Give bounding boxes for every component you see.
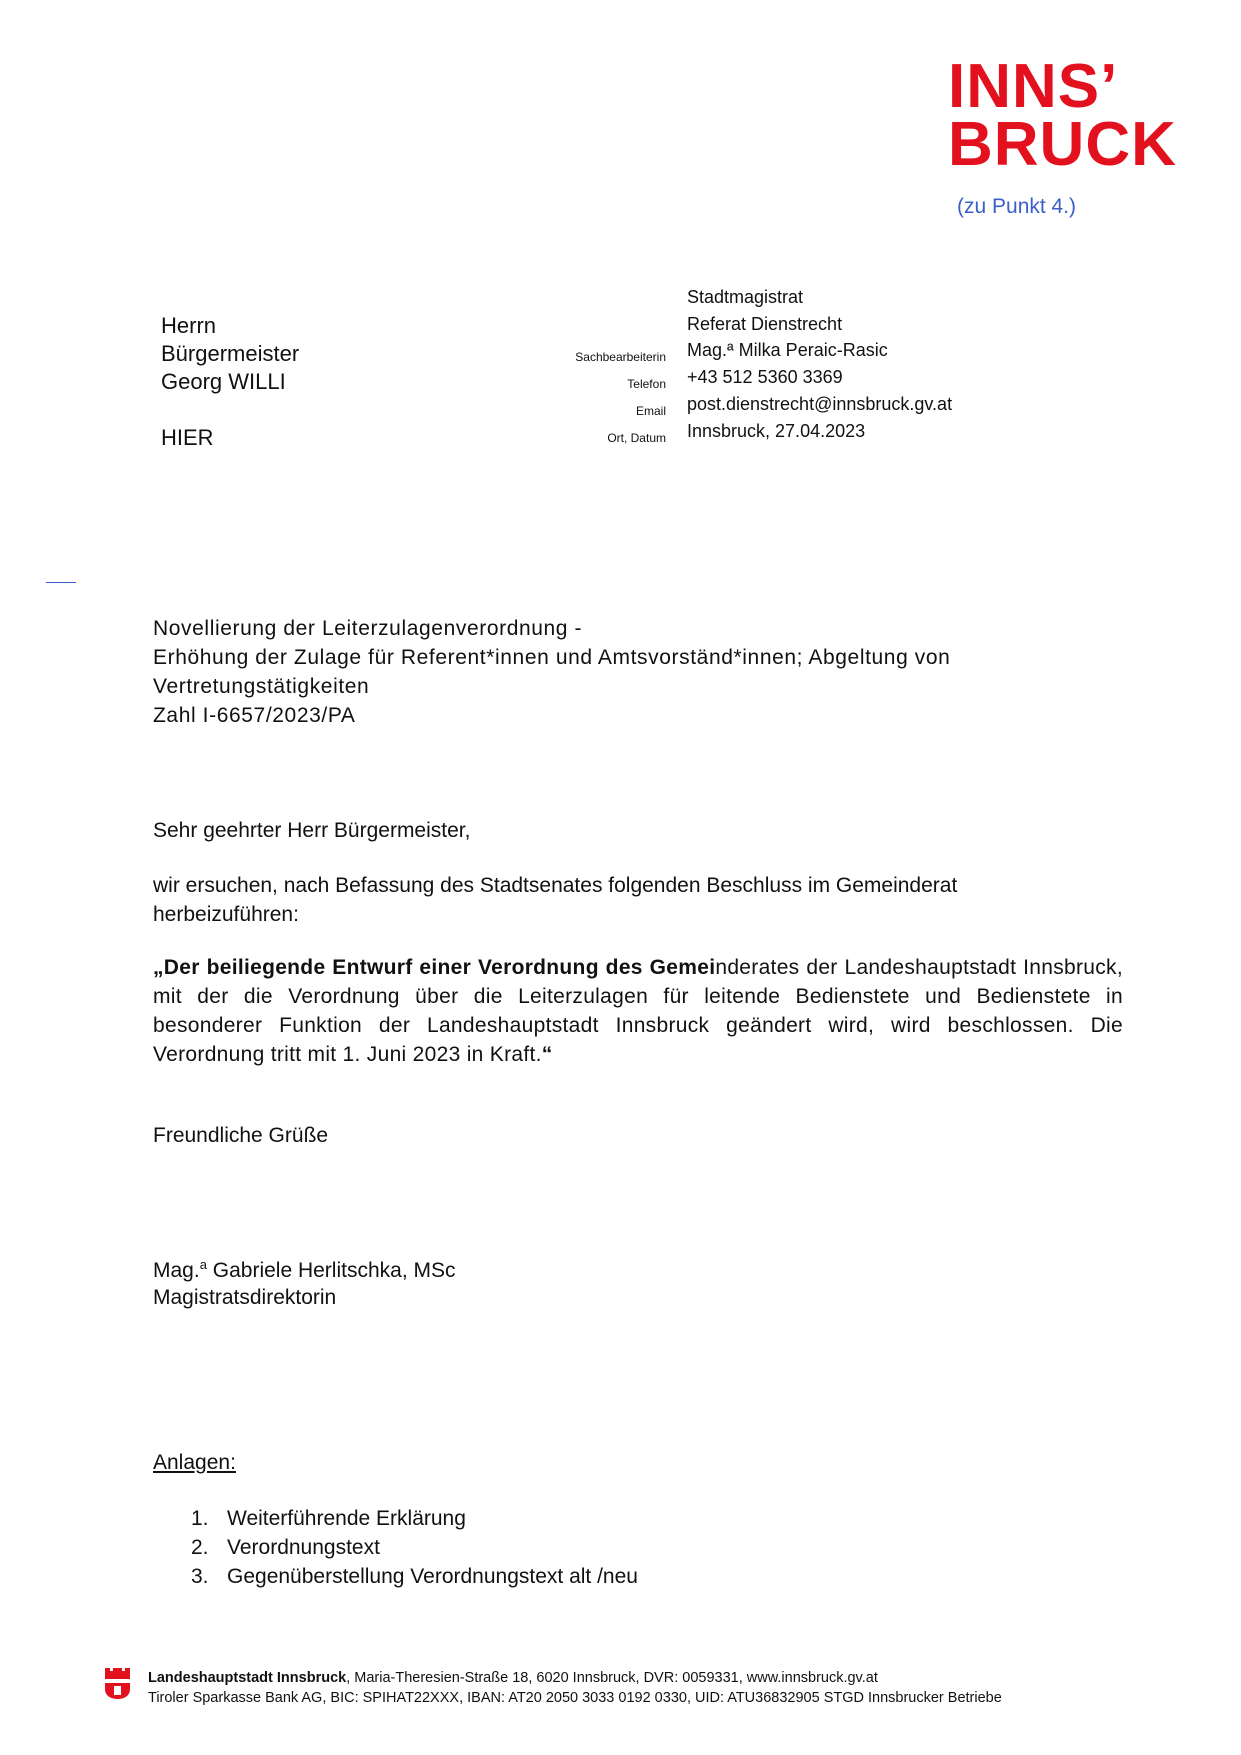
clerk-label: Sachbearbeiterin <box>575 350 666 364</box>
phone-value: +43 512 5360 3369 <box>687 367 843 388</box>
resolution-bold: „Der beiliegende Entwurf einer Verordnung des Gemei <box>153 956 716 979</box>
closing: Freundliche Grüße <box>153 1124 329 1147</box>
sender-block <box>687 284 952 444</box>
list-item-number: 1. <box>191 1507 209 1530</box>
signer-name-prefix: Mag. <box>153 1259 200 1282</box>
signer-name <box>153 1251 456 1284</box>
resolution-paragraph <box>153 953 1123 1069</box>
recipient-line-3: Georg WILLI <box>161 369 286 394</box>
attachments-title: Anlagen: <box>153 1451 236 1474</box>
signer-block <box>153 1251 456 1311</box>
list-item-label: Gegenüberstellung Verordnungstext alt /neu <box>227 1565 638 1588</box>
innsbruck-logo <box>948 52 1188 179</box>
recipient-line-4: HIER <box>161 425 214 450</box>
agenda-note: (zu Punkt 4.) <box>957 195 1077 218</box>
footer <box>148 1668 1002 1708</box>
list-item-number: 2. <box>191 1536 209 1559</box>
recipient-line-1: Herrn <box>161 313 217 338</box>
email-label: Email <box>635 404 666 418</box>
list-item-label: Verordnungstext <box>227 1536 380 1559</box>
signer-title: Magistratsdirektorin <box>153 1286 337 1309</box>
recipient-line-2: Bürgermeister <box>161 341 300 366</box>
subject-block <box>153 614 950 730</box>
logo-line-1: INNS’ <box>948 52 1119 121</box>
subject-line-4: Zahl I-6657/2023/PA <box>153 704 356 727</box>
footer-line-1 <box>148 1668 1002 1688</box>
list-item <box>191 1562 638 1591</box>
subject-line-3: Vertretungstätigkeiten <box>153 675 370 698</box>
sender-org-1: Stadtmagistrat <box>687 287 804 307</box>
signer-name-sup: a <box>199 1257 207 1272</box>
list-item <box>191 1533 638 1562</box>
resolution-end: “ <box>541 1043 553 1066</box>
phone-label: Telefon <box>627 377 666 391</box>
resolution-text: nderates der Landeshauptstadt Innsbruck, mit der die Verordnung über die Leiterzulagen für leitende Bedienstete und Bedienstete in besonderer Funktion der Landeshauptstadt Innsbruck geändert wird, wird beschlossen. Die Verordnung tritt mit 1. Juni 2023 in Kraft. <box>153 956 1123 1066</box>
request-paragraph: wir ersuchen, nach Befassung des Stadtsenates folgenden Beschluss im Gemeinderat herbeizuführen: <box>153 874 958 926</box>
fold-marker <box>46 582 76 583</box>
recipient-address <box>161 312 299 452</box>
coat-of-arms-icon <box>103 1666 132 1700</box>
signer-name-rest: Gabriele Herlitschka, MSc <box>206 1259 456 1282</box>
list-item <box>191 1504 638 1533</box>
subject-line-1: Novellierung der Leiterzulagenverordnung - <box>153 617 583 640</box>
date-label: Ort, Datum <box>607 431 666 445</box>
footer-address: , Maria-Theresien-Straße 18, 6020 Innsbruck, DVR: 0059331, www.innsbruck.gv.at <box>346 1670 878 1686</box>
subject-line-2: Erhöhung der Zulage für Referent*innen und Amtsvorständ*innen; Abgeltung von <box>153 646 951 669</box>
sender-org-2: Referat Dienstrecht <box>687 313 843 334</box>
sender-labels <box>520 344 666 452</box>
salutation: Sehr geehrter Herr Bürgermeister, <box>153 819 471 842</box>
clerk-value: Mag.ª Milka Peraic-Rasic <box>687 340 888 361</box>
footer-line-2: Tiroler Sparkasse Bank AG, BIC: SPIHAT22XXX, IBAN: AT20 2050 3033 0192 0330, UID: ATU36832905 STGD Innsbrucker Betriebe <box>148 1690 1002 1706</box>
email-value: post.dienstrecht@innsbruck.gv.at <box>687 393 953 414</box>
date-value: Innsbruck, 27.04.2023 <box>687 420 866 441</box>
attachments-list <box>191 1504 638 1591</box>
footer-org: Landeshauptstadt Innsbruck <box>148 1670 347 1686</box>
logo-line-2: BRUCK <box>948 110 1177 179</box>
list-item-number: 3. <box>191 1565 209 1588</box>
list-item-label: Weiterführende Erklärung <box>227 1507 466 1530</box>
